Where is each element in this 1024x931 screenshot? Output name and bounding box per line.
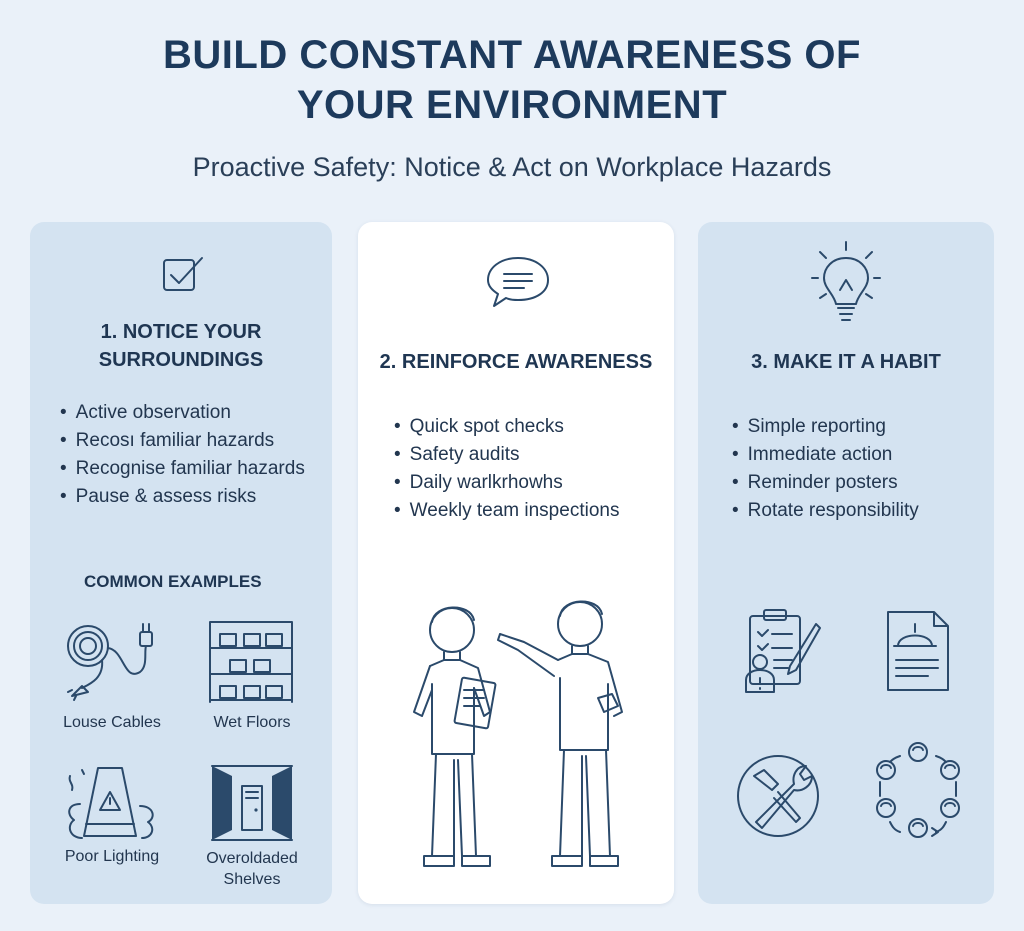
example-label-wet-floors: Wet Floors [213,714,291,731]
clipboard-report-icon [740,608,822,694]
list-item: • Immediate action [732,441,919,469]
list-item: • Active observation [60,399,305,427]
title-line-1: BUILD CONSTANT AWARENESS OF [163,33,861,77]
cable-plug-icon [64,620,164,702]
list-item: • Recognise familiar hazards [60,455,305,483]
panel-1-heading [30,318,332,374]
doorway-icon [210,762,294,844]
list-item: • Recosı familiar hazards [60,427,305,455]
speech-bubble-icon [486,254,550,310]
shelves-icon [206,620,298,704]
list-item: • Pause & assess risks [60,483,305,511]
example-label-overloaded-shelves [192,848,312,890]
checkbox-icon [162,254,206,294]
two-workers-illustration [392,594,642,870]
subtitle: Proactive Safety: Notice & Act on Workplace Hazards [192,152,832,182]
panel-reinforce [358,222,674,904]
panel-habit [698,222,994,904]
common-examples-heading: COMMON EXAMPLES [84,572,262,591]
list-item: • Reminder posters [732,469,919,497]
page-title [0,30,1024,130]
panel-2-bullets [394,413,619,525]
list-item: • Rotate responsibility [732,497,919,525]
title-line-2: YOUR ENVIRONMENT [296,83,728,127]
list-item: • Daily warlkrhowhs [394,469,619,497]
list-item: • Weekly team inspections [394,497,619,525]
example-label-line-1: Overoldaded [206,850,298,867]
panel-2-heading: 2. REINFORCE AWARENESS [379,351,653,373]
list-item: • Safety audits [394,441,619,469]
example-label-loose-cables: Louse Cables [63,714,161,731]
team-rotation-icon [870,742,966,842]
lightbulb-icon [810,240,882,322]
panel-1-bullets [60,399,305,511]
panel-1-heading-line-1: 1. NOTICE YOUR [100,321,262,343]
wrench-tools-icon [734,752,822,840]
example-label-line-2: Shelves [223,871,281,888]
panel-1-heading-line-2: SURROUNDINGS [98,349,264,371]
panel-3-heading: 3. MAKE IT A HABIT [751,351,941,373]
safety-poster-icon [884,608,952,694]
panel-notice [30,222,332,904]
list-item: • Quick spot checks [394,413,619,441]
example-label-poor-lighting: Poor Lighting [64,848,160,865]
panel-3-bullets [732,413,919,525]
wet-floor-sign-icon [62,762,162,844]
list-item: • Simple reporting [732,413,919,441]
